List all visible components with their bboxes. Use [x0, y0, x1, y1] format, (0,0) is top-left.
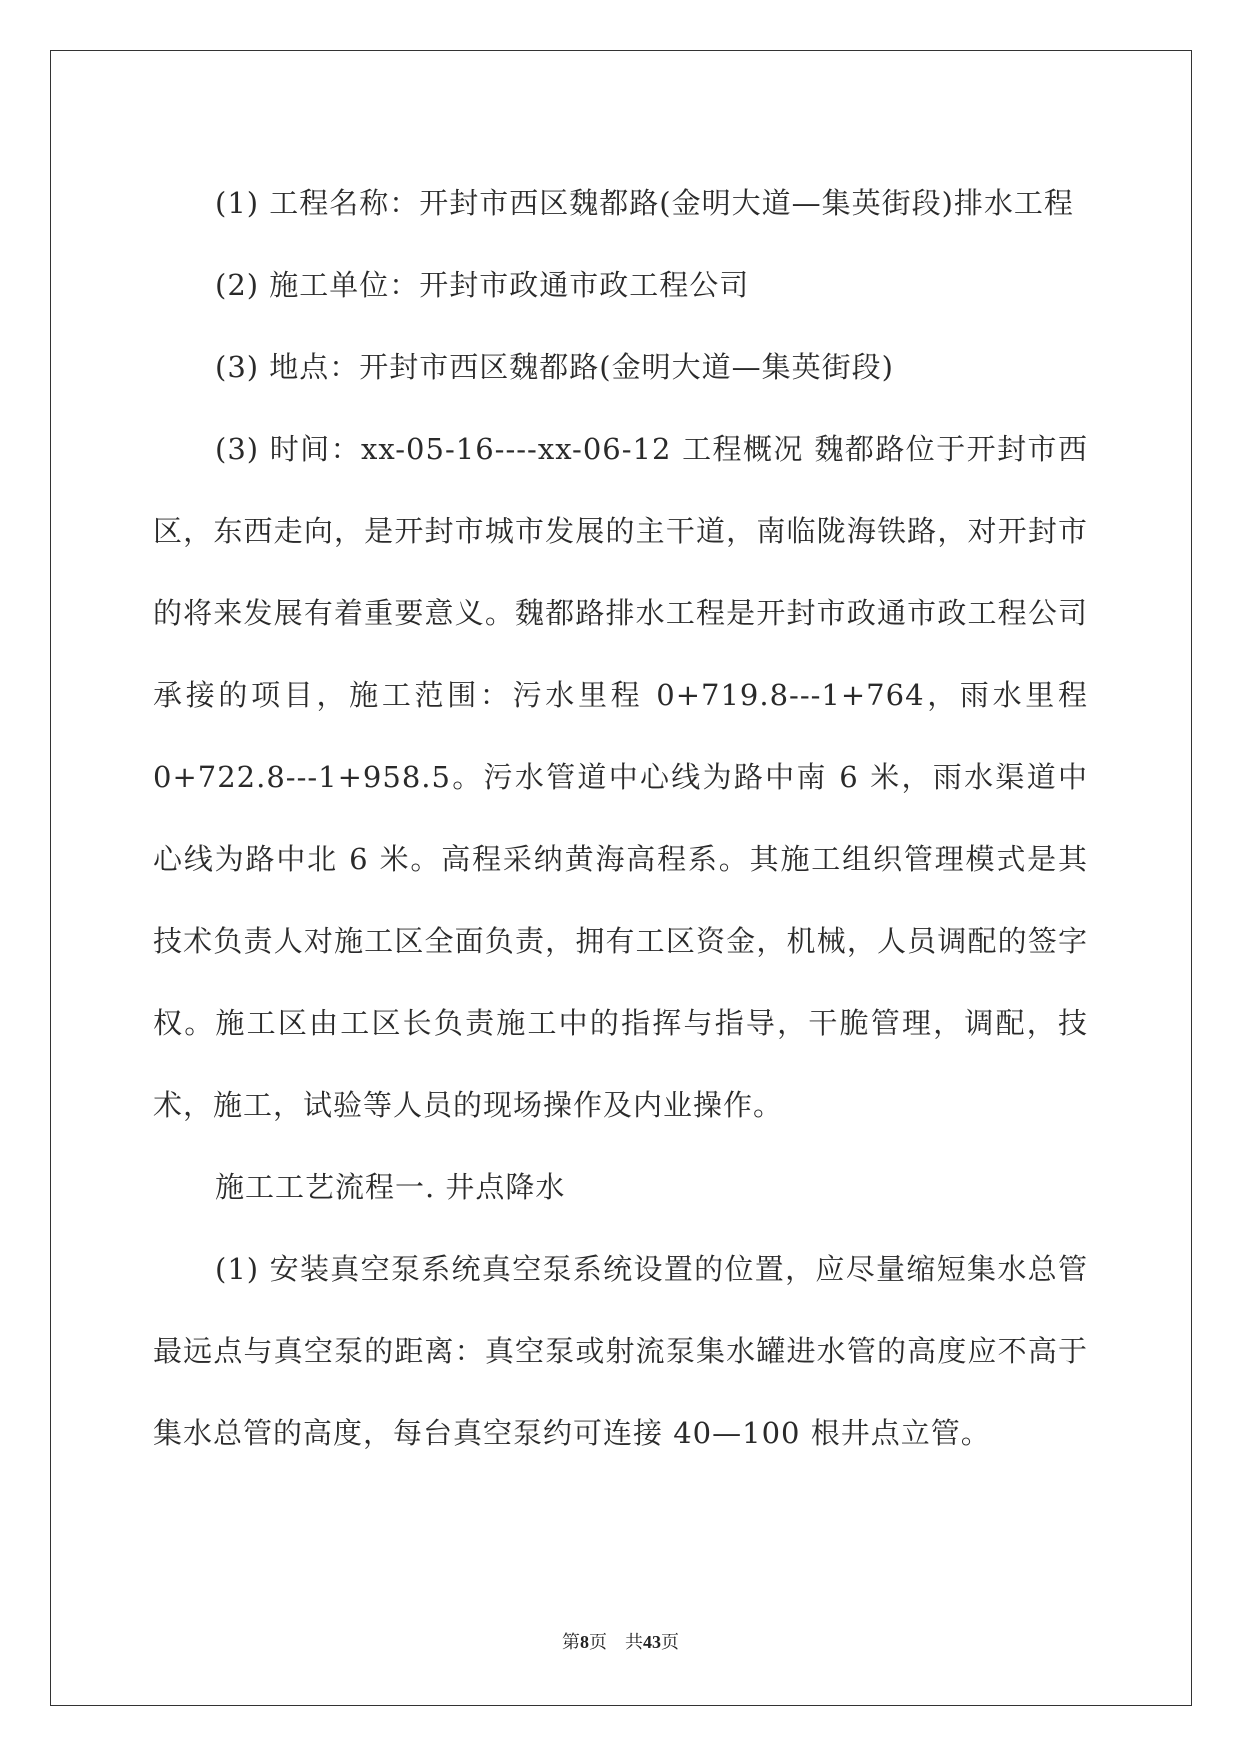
- page-label-prefix: 第: [562, 1632, 580, 1652]
- page-label-mid: 页 共: [589, 1632, 643, 1652]
- paragraph-location: (3) 地点：开封市西区魏都路(金明大道—集英街段): [215, 350, 894, 384]
- page-label-suffix: 页: [661, 1632, 679, 1652]
- paragraph-vacuum-pump: (1) 安装真空泵系统真空泵系统设置的位置，应尽量缩短集水总管最远点与真空泵的距离：真空泵或射流泵集水罐进水管的高度应不高于集水总管的高度，每台真空泵约可连接 40—100 根井点立管。: [153, 1252, 1088, 1450]
- paragraph-construction-unit: (2) 施工单位：开封市政通市政工程公司: [215, 268, 750, 302]
- paragraph-process-heading: 施工工艺流程一. 井点降水: [215, 1170, 566, 1204]
- page-number-current: 8: [580, 1632, 589, 1652]
- document-body: [153, 162, 1088, 1474]
- page-footer: [0, 1630, 1241, 1654]
- paragraph-time-overview: (3) 时间：xx-05-16----xx-06-12 工程概况 魏都路位于开封市西区，东西走向，是开封市城市发展的主干道，南临陇海铁路，对开封市的将来发展有着重要意义。魏都路排水工程是开封市政通市政工程公司承接的项目，施工范围：污水里程 0+719.8---1+764，雨水里程 0+722.8---1+958.5。污水管道中心线为路中南 6 米，雨水渠道中心线为路中北 6 米。高程采纳黄海高程系。其施工组织管理模式是其技术负责人对施工区全面负责，拥有工区资金，机械，人员调配的签字权。施工区由工区长负责施工中的指挥与指导，干脆管理，调配，技术，施工，试验等人员的现场操作及内业操作。: [153, 432, 1088, 1122]
- paragraph-project-name: (1) 工程名称：开封市西区魏都路(金明大道—集英街段)排水工程: [215, 186, 1074, 220]
- page-number-total: 43: [643, 1632, 661, 1652]
